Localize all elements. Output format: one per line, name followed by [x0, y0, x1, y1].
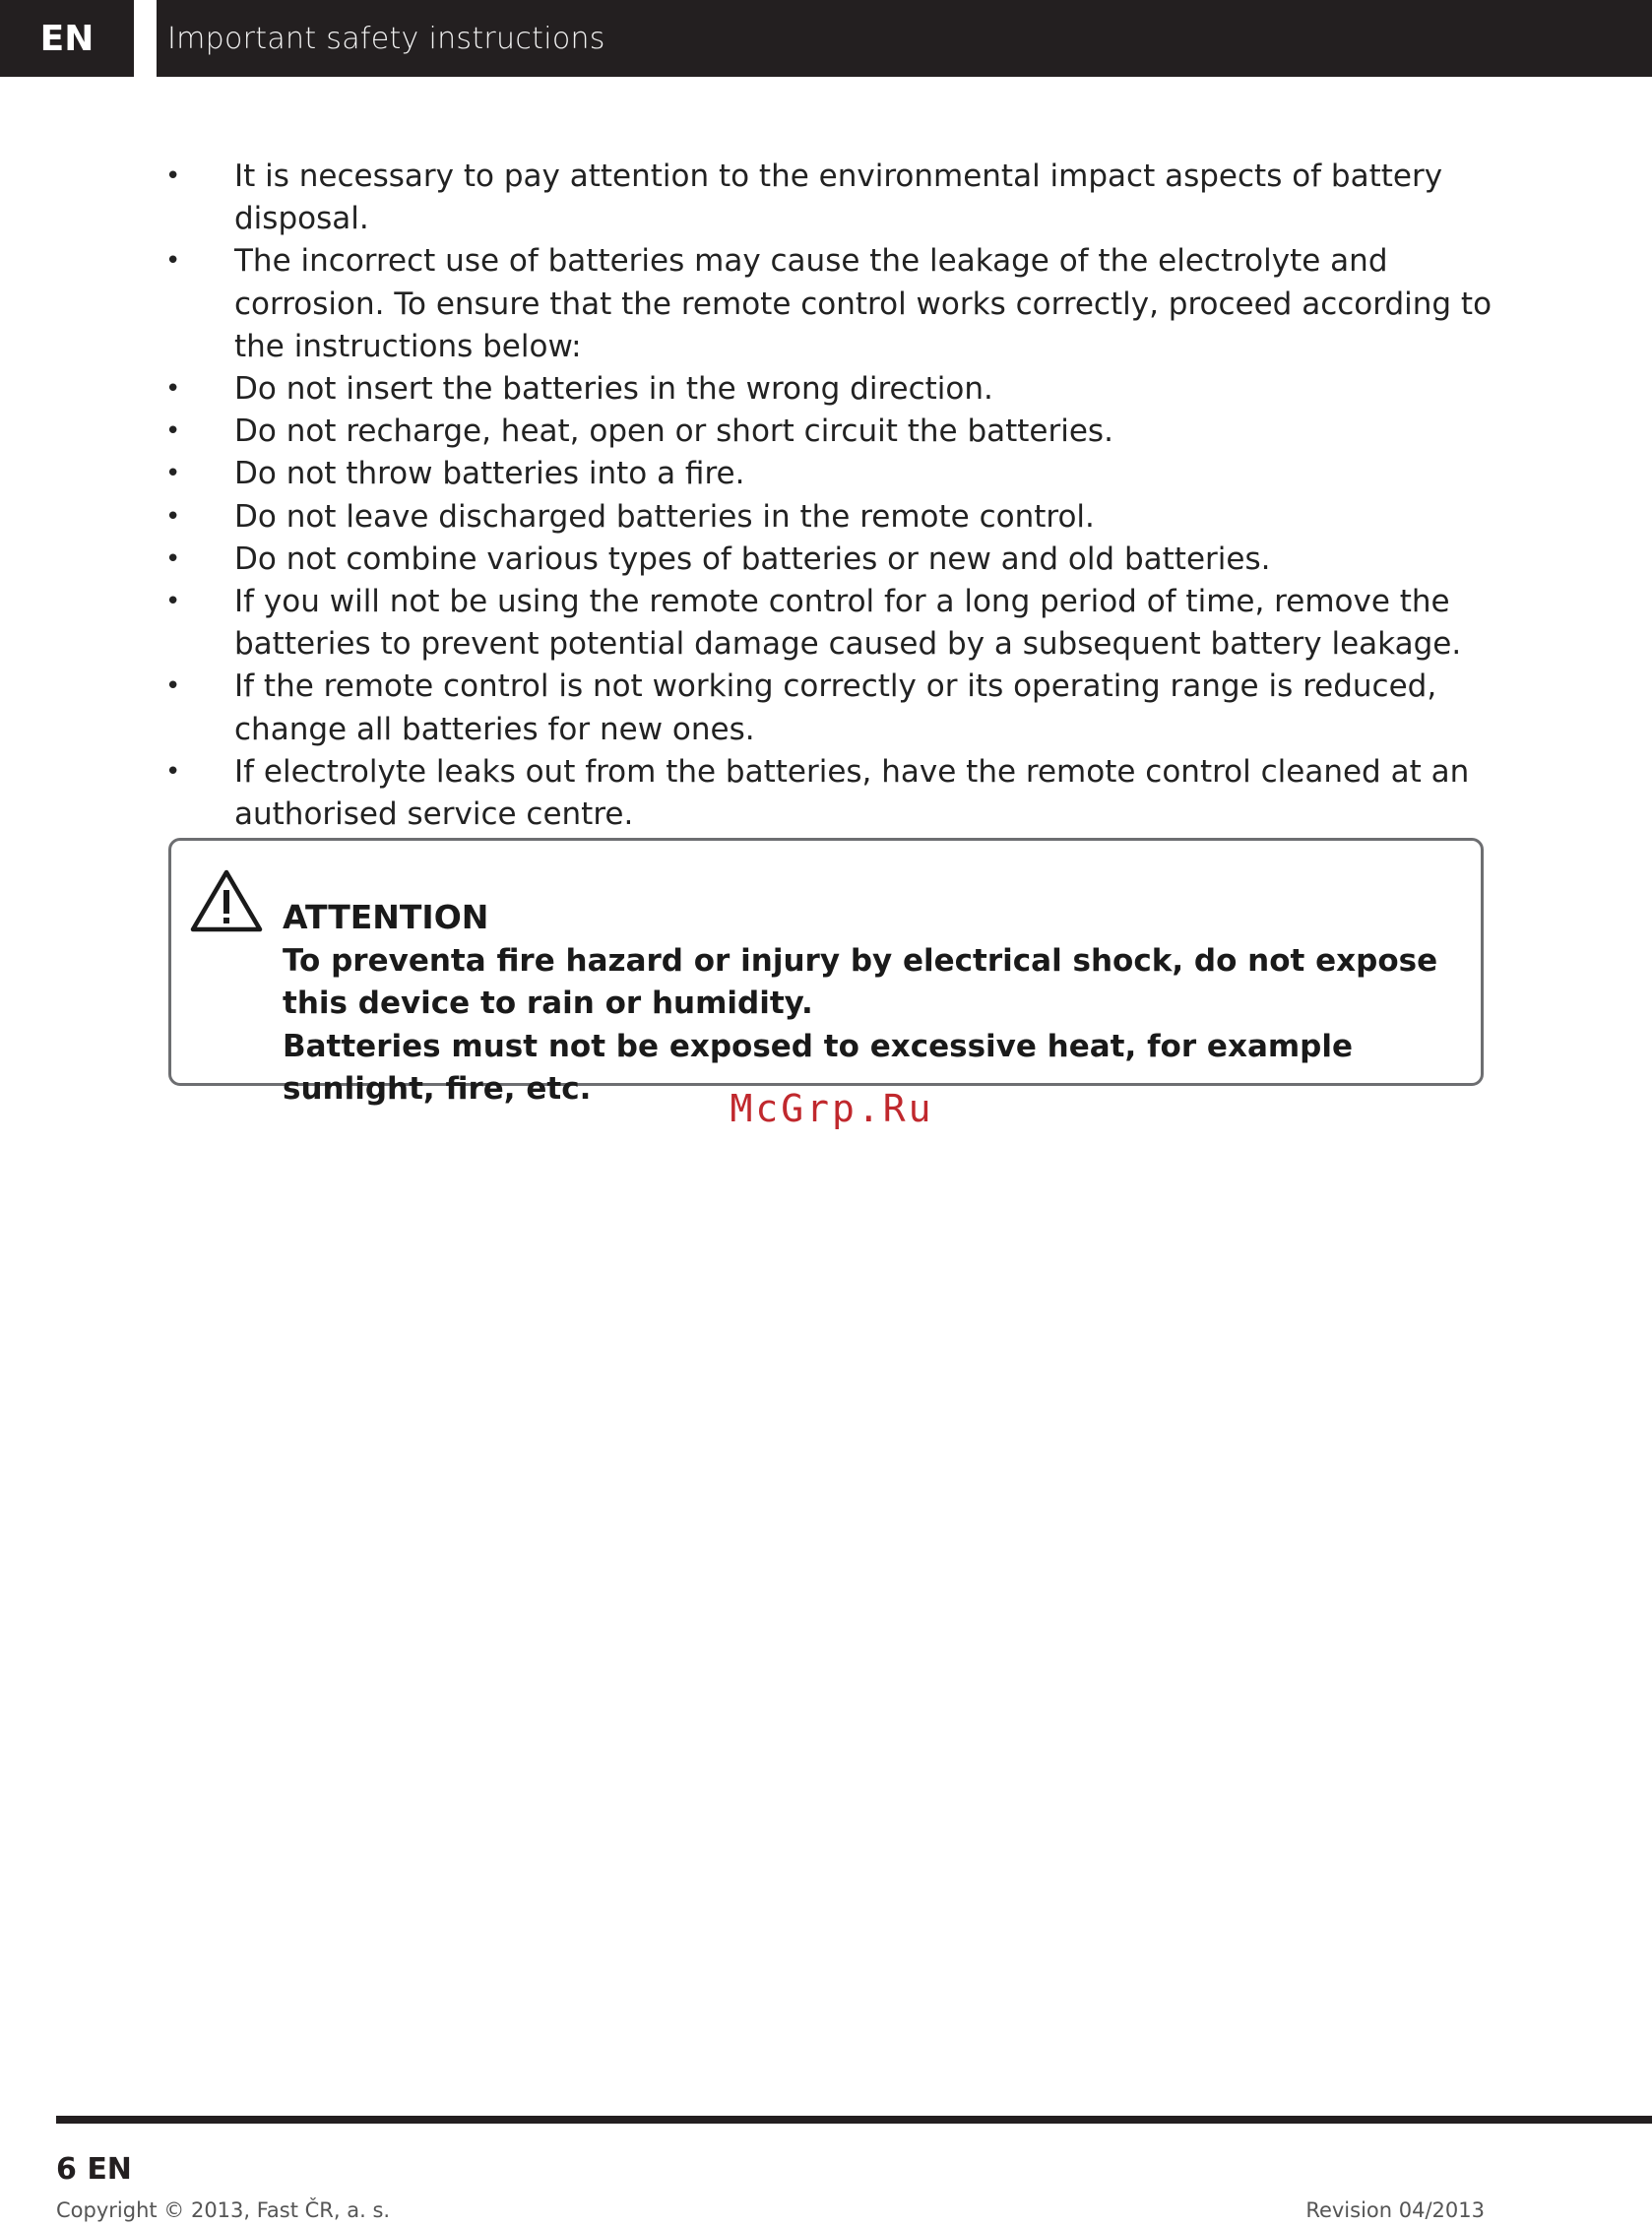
list-item: • Do not insert the batteries in the wrong direction. — [163, 368, 1493, 411]
attention-box — [168, 838, 1484, 1107]
bullet-icon: • — [165, 246, 181, 277]
list-item: • Do not leave discharged batteries in the remote control. — [163, 496, 1493, 539]
attention-text — [283, 896, 1479, 1111]
list-item: • If the remote control is not working correctly or its operating range is reduced, change all batteries for new ones. — [163, 666, 1493, 750]
language-tab: EN — [0, 0, 134, 77]
bullet-icon: • — [165, 501, 181, 532]
bullet-icon: • — [165, 416, 181, 447]
list-item: • Do not recharge, heat, open or short circuit the batteries. — [163, 411, 1493, 453]
list-item: • If electrolyte leaks out from the batteries, have the remote control cleaned at an authorised service centre. — [163, 751, 1493, 836]
bullet-icon: • — [165, 587, 181, 617]
page-number: 6 EN — [56, 2152, 132, 2187]
bullet-icon: • — [165, 374, 181, 405]
watermark: McGrp.Ru — [730, 1087, 934, 1130]
footer-divider — [56, 2116, 1652, 2124]
bullet-icon: • — [165, 543, 181, 574]
revision-text: Revision 04/2013 — [1305, 2198, 1485, 2222]
attention-line-shock: To preventa fire hazard or injury by electrical shock, do not expose this device to rain or humidity. — [283, 943, 1438, 1022]
list-item: • Do not throw batteries into a fire. — [163, 453, 1493, 495]
list-item: • Do not combine various types of batteries or new and old batteries. — [163, 539, 1493, 581]
attention-title: ATTENTION — [283, 898, 489, 936]
section-header — [157, 0, 1652, 77]
bullet-icon: • — [165, 756, 181, 787]
attention-line-heat: Batteries must not be exposed to excessive heat, for example sunlight, fire, etc. — [283, 1028, 1354, 1107]
bullet-icon: • — [165, 161, 181, 191]
warning-triangle-icon — [189, 868, 264, 933]
bullet-icon: • — [165, 459, 181, 489]
bullet-icon: • — [165, 671, 181, 702]
list-item: • It is necessary to pay attention to the environmental impact aspects of battery disposal. — [163, 156, 1493, 240]
safety-instructions-list — [163, 156, 1493, 836]
list-item: • The incorrect use of batteries may cause the leakage of the electrolyte and corrosion. To ensure that the remote control works correctly, proceed according to the instructions below: — [163, 240, 1493, 368]
copyright-text: Copyright © 2013, Fast ČR, a. s. — [56, 2198, 391, 2222]
list-item: • If you will not be using the remote control for a long period of time, remove the batteries to prevent potential damage caused by a subsequent battery leakage. — [163, 581, 1493, 666]
section-title: Important safety instructions — [167, 21, 605, 56]
